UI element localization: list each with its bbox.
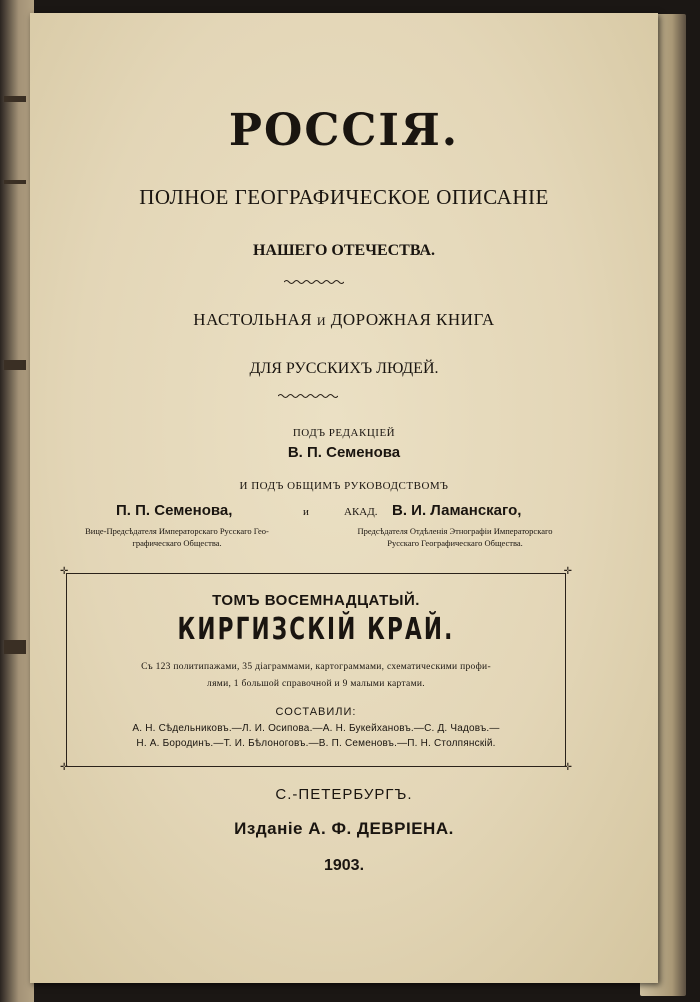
authors-line: А. Н. Сѣдельниковъ.—Л. И. Осипова.—А. Н. Букейхановъ.—С. Д. Чадовъ.— xyxy=(132,723,500,734)
volume-title: КИРГИЗСКІЙ КРАЙ. xyxy=(177,612,455,647)
co-editor-1-name: П. П. Семенова, xyxy=(116,502,233,519)
subtitle-line-1: ПОЛНОЕ ГЕОГРАФИЧЕСКОЕ ОПИСАНІЕ xyxy=(139,185,549,209)
co-editor-2-title xyxy=(320,526,590,550)
ornament-divider xyxy=(278,393,338,399)
corner-ornament-icon: ✛ xyxy=(563,762,572,773)
co-editor-1-title-line: Вице-Предсѣдателя Императорскаго Русскаго Гео- xyxy=(85,526,269,536)
editor-label: ПОДЪ РЕДАКЦІЕЙ xyxy=(292,427,396,439)
guidance-label: И ПОДЪ ОБЩИМЪ РУКОВОДСТВОМЪ xyxy=(239,480,449,492)
print-bar xyxy=(4,96,26,102)
book-title: РОССІЯ. xyxy=(228,105,460,156)
co-editor-1-title xyxy=(58,526,296,550)
editor-name: В. П. Семенова xyxy=(287,444,401,461)
compiled-label: СОСТАВИЛИ: xyxy=(275,706,357,718)
co-editor-2-title-line: Предсѣдателя Отдѣленія Этнографіи Императорскаго xyxy=(357,526,553,536)
subtitle-line-4: ДЛЯ РУССКИХЪ ЛЮДЕЙ. xyxy=(249,360,439,377)
co-editor-1-title-line: графическаго Общества. xyxy=(132,537,222,548)
volume-frame xyxy=(60,566,572,773)
volume-number: ТОМЪ ВОСЕМНАДЦАТЫЙ. xyxy=(212,592,420,609)
co-editor-2-title-line: Русскаго Географическаго Общества. xyxy=(387,537,523,548)
and-separator: и xyxy=(303,506,309,518)
corner-ornament-icon: ✛ xyxy=(60,566,69,577)
publication-city: С.-ПЕТЕРБУРГЪ. xyxy=(275,786,413,803)
subtitle-line-2: НАШЕГО ОТЕЧЕСТВА. xyxy=(252,242,436,259)
authors-line: Н. А. Бородинъ.—Т. И. Бѣлоноговъ.—В. П. Семеновъ.—П. Н. Столпянскій. xyxy=(136,738,496,749)
illustrations-note: лями, 1 большой справочной и 9 малыми картами. xyxy=(207,679,425,689)
corner-ornament-icon: ✛ xyxy=(563,566,572,577)
adjacent-page-edge xyxy=(0,0,34,1002)
print-bar xyxy=(4,360,26,370)
ornament-divider xyxy=(284,279,344,285)
publisher: Изданіе А. Ф. ДЕВРІЕНА. xyxy=(234,819,454,838)
print-bar xyxy=(4,180,26,184)
corner-ornament-icon: ✛ xyxy=(60,762,69,773)
subtitle-line-3: НАСТОЛЬНАЯ и ДОРОЖНАЯ КНИГА xyxy=(193,310,495,329)
illustrations-note: Съ 123 политипажами, 35 діаграммами, картограммами, схематическими профи- xyxy=(141,662,491,672)
publication-year: 1903. xyxy=(323,857,365,874)
title-page xyxy=(30,13,658,983)
print-bar xyxy=(4,640,26,654)
co-editor-2-prefix: АКАД. xyxy=(344,506,378,518)
co-editor-2-name: В. И. Ламанскаго, xyxy=(392,502,522,519)
